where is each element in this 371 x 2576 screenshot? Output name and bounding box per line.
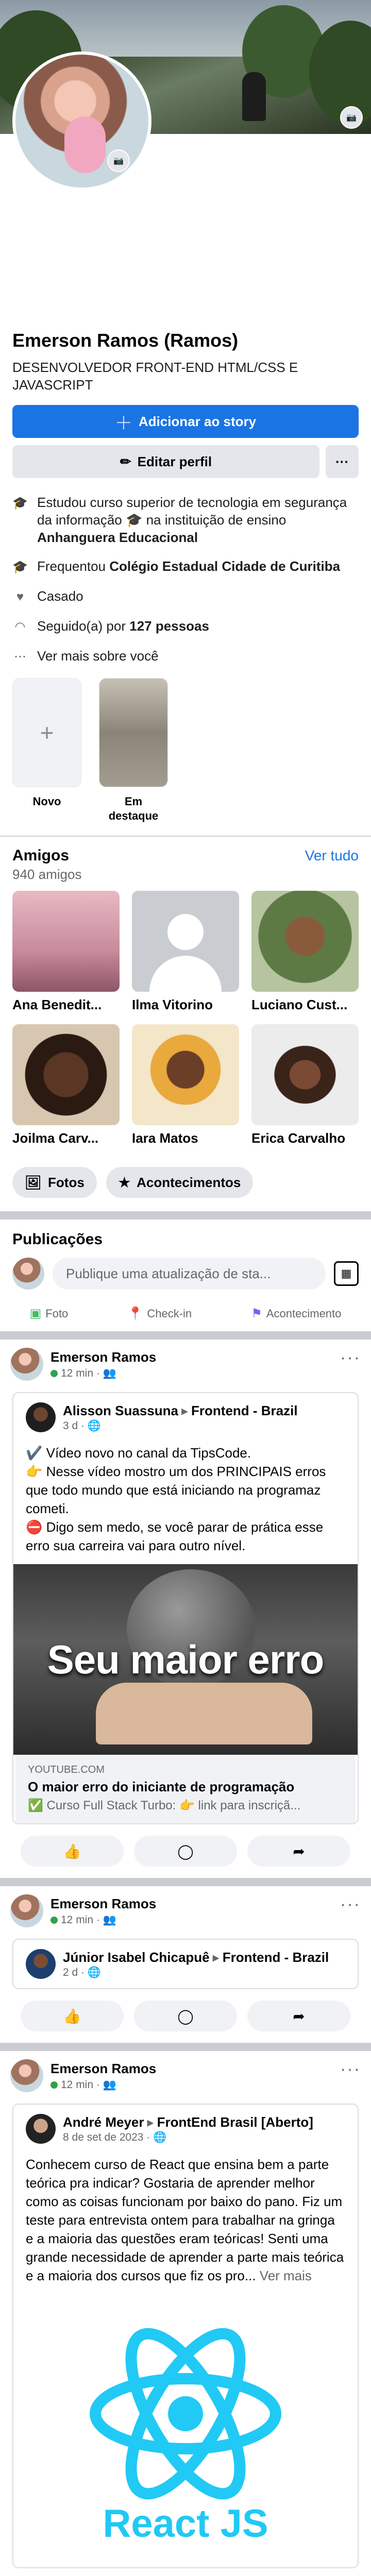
see-more-about-label: Ver mais sobre você <box>37 648 159 664</box>
shared-author-avatar[interactable] <box>26 1949 56 1979</box>
comment-button[interactable] <box>134 1836 237 1867</box>
body-text: Conhecem curso de React que ensina bem a parte teórica pra indicar? Gostaria de aprender melhor como as coisas funcionam por baixo do pano. Fiz um teste para entrevista ontem para trabalhar na gringa e a maioria das questões eram teóricas! Senti uma grande necessidade de aprender a parte mais teórica e a maioria dos cursos que fiz os pro... <box>26 2157 344 2283</box>
checkin-action-label: Check-in <box>147 1307 192 1320</box>
shared-post-body <box>13 2153 358 2294</box>
shared-post[interactable]: Alisson Suassuna ▸ Frontend - Brazil 3 d · 🌐 ✔️ Vídeo novo no canal da TipsCode. 👉 Nesse vídeo mostro um dos PRINCIPAIS erros que todo mundo que está iniciando na programaz cometi. ⛔ Digo sem medo, se você parar de prática esse erro sua carreira vai para outro nível. Seu maior erro YOUTUBE.COM O maior erro do iniciante de programação ✅ Curso Full Stack Turbo: 👉 link para inscriçã... <box>12 1392 359 1824</box>
followers-count: 127 pessoas <box>129 618 209 634</box>
body-line: ⛔ Digo sem medo, se você parar de prática esse erro sua carreira vai para outro nível. <box>26 1519 324 1553</box>
share-button[interactable] <box>247 2001 350 2031</box>
image-caption: React JS <box>103 2501 268 2546</box>
camera-icon: 📷 <box>346 113 357 122</box>
checkin-action[interactable] <box>127 1306 192 1321</box>
edit-profile-label: Editar perfil <box>137 453 212 469</box>
photo-icon: 🖼 <box>25 1174 42 1190</box>
shared-group-name[interactable]: FrontEnd Brasil [Aberto] <box>157 2114 313 2130</box>
like-icon: 👍 <box>63 2008 81 2024</box>
globe-icon: 🌐 <box>87 1967 102 1978</box>
post-author-avatar[interactable] <box>10 2059 43 2092</box>
events-chip-label: Acontecimentos <box>137 1174 241 1190</box>
online-indicator <box>50 1917 58 1924</box>
graduation-cap-icon: 🎓 <box>12 496 28 510</box>
caret-right-icon: ▸ <box>181 1403 189 1418</box>
post-reactions <box>10 1989 361 2043</box>
profile-headline: DESENVOLVEDOR FRONT-END HTML/CSS E JAVASCRIPT <box>12 360 298 393</box>
shared-author-name[interactable]: André Meyer <box>63 2114 144 2130</box>
cover-person <box>242 72 266 121</box>
share-icon: ➦ <box>293 1843 305 1859</box>
link-source: YOUTUBE.COM <box>28 1764 105 1775</box>
friends-section <box>0 837 371 1157</box>
school-text: Frequentou <box>37 558 110 574</box>
friends-see-all-link[interactable]: Ver tudo <box>305 848 359 863</box>
photo-action[interactable] <box>30 1306 69 1321</box>
post-time[interactable]: 12 min <box>61 2078 94 2091</box>
online-indicator <box>50 1370 58 1377</box>
cover-camera-button[interactable] <box>340 106 363 129</box>
post-options-button[interactable]: ··· <box>340 1348 361 1367</box>
shared-author-name[interactable]: Alisson Suassuna <box>63 1403 178 1418</box>
friend-photo <box>251 1024 359 1125</box>
friends-title: Amigos <box>12 847 70 864</box>
link-title: O maior erro do iniciante de programação <box>28 1779 295 1794</box>
highlight-featured[interactable] <box>99 678 168 823</box>
composer-avatar[interactable] <box>12 1258 44 1290</box>
default-avatar-body <box>149 956 222 992</box>
more-dots-icon: ⋯ <box>14 650 26 664</box>
highlight-label: Em destaque <box>108 795 159 822</box>
friend-name: Luciano Cust... <box>251 997 348 1012</box>
caret-right-icon: ▸ <box>212 1950 220 1965</box>
study-school-link[interactable]: Anhanguera Educacional <box>37 530 198 545</box>
friend-name: Erica Carvalho <box>251 1130 346 1146</box>
highlight-thumbnail <box>99 678 168 787</box>
profile-avatar[interactable] <box>12 52 151 191</box>
profile-details <box>12 494 359 666</box>
photos-chip[interactable] <box>12 1167 97 1198</box>
section-separator <box>0 1331 371 1340</box>
see-more-link[interactable]: Ver mais <box>259 2268 312 2283</box>
post-reactions <box>10 1824 361 1878</box>
body-line: 👉 Nesse vídeo mostro um dos PRINCIPAIS erros que todo mundo que está iniciando na programaz cometi. <box>26 1464 326 1516</box>
shared-post-body <box>13 1442 358 1564</box>
profile-name: Emerson Ramos (Ramos) <box>12 330 239 351</box>
publications-title: Publicações <box>12 1231 103 1248</box>
audience-friends-icon: · 👥 <box>96 1913 117 1926</box>
section-separator <box>0 1211 371 1219</box>
followers-text: Seguido(a) por <box>37 618 130 634</box>
friend-card[interactable] <box>132 1024 239 1146</box>
flag-icon: ⚑ <box>251 1307 262 1320</box>
event-action-label: Acontecimento <box>266 1307 342 1320</box>
post-options-button[interactable]: ··· <box>340 1894 361 1914</box>
heart-icon: ♥ <box>16 590 24 604</box>
post-author-name[interactable]: Emerson Ramos <box>50 2060 157 2076</box>
highlight-label: Novo <box>32 795 61 808</box>
camera-icon: 📷 <box>113 157 124 165</box>
like-button[interactable] <box>21 1836 124 1867</box>
highlights <box>0 678 371 823</box>
shared-group-name[interactable]: Frontend - Brazil <box>222 1950 329 1965</box>
detail-education <box>12 494 359 546</box>
video-thumbnail[interactable] <box>13 1564 358 1755</box>
avatar-figure <box>64 116 106 173</box>
default-avatar-icon <box>167 914 204 950</box>
post <box>0 1886 371 2043</box>
thumbnail-person <box>96 1683 312 1744</box>
photo-action-label: Foto <box>45 1307 69 1320</box>
share-button[interactable] <box>247 1836 350 1867</box>
friend-photo <box>132 1024 239 1125</box>
shared-post[interactable]: André Meyer ▸ FrontEnd Brasil [Aberto] 8 de set de 2023 · 🌐 Conhecem curso de React que ensina bem a parte teórica pra indicar? Gostaria de aprender melhor como as coisas funcionam por baixo do pano. Fiz um teste para entrevista ontem para trabalhar na gringa e a maioria das questões eram teóricas! Senti uma grande necessidade de aprender a parte mais teórica e a maioria dos cursos que fiz os pro... Ver mais React JS <box>12 2104 359 2568</box>
profile-chips <box>0 1157 371 1211</box>
share-icon: ➦ <box>293 2008 305 2024</box>
audience-friends-icon: · 👥 <box>96 2078 117 2091</box>
post <box>0 2051 371 2576</box>
more-options-button[interactable] <box>326 445 359 478</box>
react-atom-icon <box>88 2316 283 2512</box>
shared-time[interactable]: 8 de set de 2023 <box>63 2131 144 2143</box>
study-text: Estudou curso superior de tecnologia em segurança da informação 🎓 na instituição de ensino <box>37 495 347 528</box>
shared-post[interactable]: Júnior Isabel Chicapuê ▸ Frontend - Brazil 2 d · 🌐 <box>12 1939 359 1989</box>
school-link[interactable]: Colégio Estadual Cidade de Curitiba <box>109 558 341 574</box>
events-chip[interactable] <box>106 1167 254 1198</box>
link-description: ✅ Curso Full Stack Turbo: 👉 link para inscriçã... <box>28 1799 301 1812</box>
thumbnail-title: Seu maior erro <box>47 1636 324 1682</box>
post-time[interactable]: 12 min <box>61 1913 94 1926</box>
friend-card[interactable] <box>251 1024 359 1146</box>
avatar-camera-button[interactable] <box>107 149 130 172</box>
location-pin-icon: 📍 <box>127 1307 143 1320</box>
comment-icon: ◯ <box>177 2008 194 2024</box>
add-story-button[interactable] <box>12 405 359 438</box>
like-button[interactable] <box>21 2001 124 2031</box>
more-icon: ··· <box>335 453 349 469</box>
like-icon: 👍 <box>63 1843 81 1859</box>
relationship-text: Casado <box>37 588 83 604</box>
friend-card[interactable] <box>132 891 239 1013</box>
post <box>0 1340 371 1878</box>
friend-photo-placeholder <box>132 891 239 992</box>
composer-input[interactable]: Publique uma atualização de sta... <box>53 1258 326 1290</box>
post-options-button[interactable]: ··· <box>340 2059 361 2079</box>
photo-icon: ▣ <box>29 1307 42 1320</box>
friend-card[interactable] <box>12 891 120 1013</box>
plus-icon: + <box>12 678 81 787</box>
composer-actions <box>0 1295 371 1331</box>
section-separator <box>0 2043 371 2051</box>
post-composer <box>12 1258 359 1290</box>
friend-photo <box>12 1024 120 1125</box>
see-more-about-button[interactable] <box>12 647 359 666</box>
post-author-name[interactable]: Emerson Ramos <box>50 1349 157 1365</box>
post-author-avatar[interactable] <box>10 1894 43 1927</box>
online-indicator <box>50 2081 58 2089</box>
pencil-icon: ✏ <box>120 453 131 469</box>
plus-icon: ＋ <box>114 413 132 433</box>
shared-author-avatar[interactable] <box>26 2114 56 2144</box>
edit-profile-button[interactable] <box>12 445 319 478</box>
shared-time[interactable]: 2 d <box>63 1967 78 1978</box>
friend-name: Iara Matos <box>132 1130 198 1146</box>
photos-chip-label: Fotos <box>48 1174 85 1190</box>
friends-count: 940 amigos <box>12 867 82 882</box>
react-logo-image[interactable] <box>13 2294 358 2567</box>
post-author-name[interactable]: Emerson Ramos <box>50 1895 157 1911</box>
friend-name: Ilma Vitorino <box>132 997 213 1012</box>
publications-section <box>0 1219 371 1295</box>
add-photo-icon[interactable]: ▦ <box>334 1261 359 1286</box>
detail-followers[interactable] <box>12 617 359 636</box>
star-icon: ★ <box>118 1174 131 1190</box>
highlight-new[interactable] <box>12 678 81 823</box>
post-author-avatar[interactable] <box>10 1348 43 1381</box>
globe-icon: 🌐 <box>153 2131 167 2143</box>
friend-name: Ana Benedit... <box>12 997 102 1012</box>
detail-school <box>12 557 359 576</box>
friend-photo <box>12 891 120 992</box>
friend-photo <box>251 891 359 992</box>
profile-info <box>0 330 371 666</box>
event-action[interactable] <box>251 1306 341 1321</box>
post-reactions <box>10 2568 361 2576</box>
body-line: ✔️ Vídeo novo no canal da TipsCode. <box>26 1445 251 1461</box>
link-preview[interactable] <box>15 1755 356 1823</box>
post-time[interactable]: 12 min <box>61 1367 94 1379</box>
shared-author-avatar[interactable] <box>26 1402 56 1432</box>
friend-card[interactable] <box>251 891 359 1013</box>
section-separator <box>0 1878 371 1886</box>
comment-button[interactable] <box>134 2001 237 2031</box>
caret-right-icon: ▸ <box>147 2114 154 2130</box>
friend-name: Joilma Carv... <box>12 1130 99 1146</box>
graduation-cap-icon: 🎓 <box>12 560 28 574</box>
shared-time[interactable]: 3 d <box>63 1420 78 1432</box>
rss-icon: ◠ <box>14 620 26 634</box>
globe-icon: 🌐 <box>87 1420 102 1432</box>
friend-card[interactable] <box>12 1024 120 1146</box>
detail-relationship <box>12 587 359 606</box>
shared-group-name[interactable]: Frontend - Brazil <box>191 1403 298 1418</box>
comment-icon: ◯ <box>177 1843 194 1859</box>
shared-author-name[interactable]: Júnior Isabel Chicapuê <box>63 1950 210 1965</box>
audience-friends-icon: · 👥 <box>96 1367 117 1379</box>
add-story-label: Adicionar ao story <box>138 413 257 429</box>
